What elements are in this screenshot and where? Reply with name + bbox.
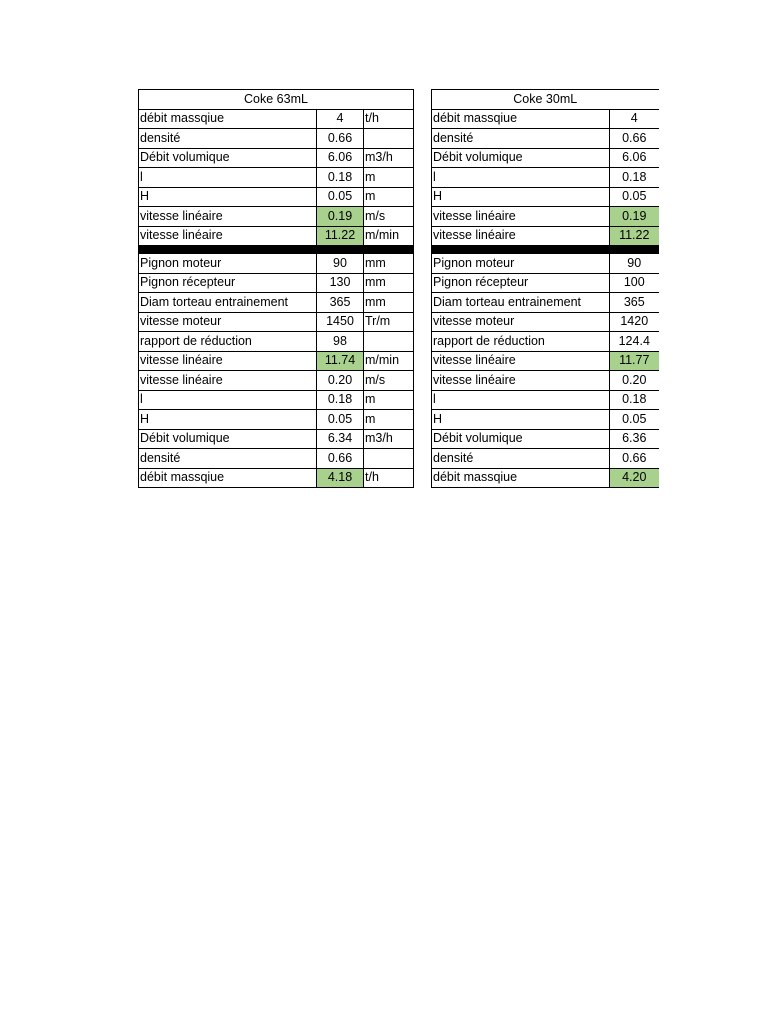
cell-label[interactable]: Pignon moteur <box>139 254 317 274</box>
cell-label[interactable]: Débit volumique <box>139 148 317 168</box>
cell-label[interactable]: Débit volumique <box>139 429 317 449</box>
cell-label[interactable]: densité <box>432 129 610 149</box>
cell-value[interactable]: 100 <box>610 273 659 293</box>
cell-unit[interactable]: mm <box>364 293 414 313</box>
cell-value[interactable]: 4.20 <box>610 468 659 488</box>
cell-value[interactable]: 0.19 <box>610 207 659 227</box>
table-row <box>432 332 659 352</box>
cell-value[interactable]: 90 <box>317 254 364 274</box>
cell-unit[interactable]: m/s <box>364 371 414 391</box>
cell-label[interactable]: Débit volumique <box>432 148 610 168</box>
table-row <box>139 187 414 207</box>
cell-value[interactable]: 11.22 <box>610 226 659 246</box>
table-title-row <box>139 90 414 110</box>
cell-value[interactable]: 124.4 <box>610 332 659 352</box>
cell-unit[interactable]: m3/h <box>364 148 414 168</box>
cell-unit[interactable] <box>364 129 414 149</box>
cell-value[interactable]: 0.20 <box>610 371 659 391</box>
table-row <box>139 351 414 371</box>
cell-value[interactable]: 0.18 <box>610 390 659 410</box>
cell-label[interactable]: H <box>139 410 317 430</box>
cell-value[interactable]: 0.66 <box>317 129 364 149</box>
table-row <box>139 468 414 488</box>
table-row <box>139 429 414 449</box>
cell-label[interactable]: densité <box>139 129 317 149</box>
section-separator <box>432 246 659 254</box>
cell-label[interactable]: H <box>432 187 610 207</box>
cell-value[interactable]: 0.20 <box>317 371 364 391</box>
cell-label[interactable]: Diam torteau entrainement <box>139 293 317 313</box>
cell-value[interactable]: 0.66 <box>610 129 659 149</box>
cell-label[interactable]: densité <box>139 449 317 469</box>
cell-value[interactable]: 4.18 <box>317 468 364 488</box>
cell-unit[interactable]: mm <box>364 273 414 293</box>
table-row <box>139 109 414 129</box>
cell-label[interactable]: vitesse moteur <box>432 312 610 332</box>
cell-unit[interactable]: m3/h <box>364 429 414 449</box>
separator-bar <box>432 246 659 254</box>
cell-label[interactable]: débit massqiue <box>139 109 317 129</box>
cell-label[interactable]: vitesse linéaire <box>139 226 317 246</box>
table-row <box>432 187 659 207</box>
cell-unit[interactable]: Tr/m <box>364 312 414 332</box>
cell-unit[interactable]: m <box>364 168 414 188</box>
cell-unit[interactable]: m/s <box>364 207 414 227</box>
table-row <box>139 254 414 274</box>
cell-value[interactable]: 6.34 <box>317 429 364 449</box>
cell-value[interactable]: 4 <box>317 109 364 129</box>
table-row <box>139 207 414 227</box>
coke-63ml-table <box>138 89 414 488</box>
cell-unit[interactable]: m <box>364 187 414 207</box>
table-row <box>432 109 659 129</box>
cell-label[interactable]: Pignon récepteur <box>432 273 610 293</box>
coke-30ml-table <box>431 89 659 488</box>
cell-label[interactable]: Pignon récepteur <box>139 273 317 293</box>
cell-value[interactable]: 0.05 <box>610 187 659 207</box>
cell-label[interactable]: vitesse linéaire <box>139 351 317 371</box>
cell-label[interactable]: rapport de réduction <box>139 332 317 352</box>
cell-value[interactable]: 98 <box>317 332 364 352</box>
cell-value[interactable]: 0.66 <box>610 449 659 469</box>
cell-label[interactable]: vitesse linéaire <box>432 226 610 246</box>
cell-label[interactable]: débit massqiue <box>139 468 317 488</box>
cell-label[interactable]: l <box>432 390 610 410</box>
cell-label[interactable]: débit massqiue <box>432 468 610 488</box>
table-row <box>139 129 414 149</box>
table-row <box>432 371 659 391</box>
table-row <box>139 410 414 430</box>
cell-value[interactable]: 0.05 <box>317 410 364 430</box>
table-row <box>139 293 414 313</box>
cell-value[interactable]: 0.18 <box>317 168 364 188</box>
table-row <box>432 410 659 430</box>
table-row <box>139 148 414 168</box>
cell-value[interactable]: 365 <box>610 293 659 313</box>
separator-bar <box>139 246 414 254</box>
cell-unit[interactable]: t/h <box>364 109 414 129</box>
table-row <box>139 226 414 246</box>
cell-label[interactable]: vitesse linéaire <box>432 371 610 391</box>
cell-label[interactable]: densité <box>432 449 610 469</box>
table-row <box>432 226 659 246</box>
cell-unit[interactable]: m <box>364 410 414 430</box>
cell-value[interactable]: 130 <box>317 273 364 293</box>
table-row <box>432 293 659 313</box>
cell-value[interactable]: 0.05 <box>610 410 659 430</box>
cell-value[interactable]: 11.74 <box>317 351 364 371</box>
cell-unit[interactable]: t/h <box>364 468 414 488</box>
cell-label[interactable]: H <box>432 410 610 430</box>
table-row <box>432 351 659 371</box>
cell-unit[interactable]: m/min <box>364 351 414 371</box>
cell-unit[interactable] <box>364 332 414 352</box>
cell-label[interactable]: vitesse linéaire <box>139 207 317 227</box>
cell-label[interactable]: Pignon moteur <box>432 254 610 274</box>
cell-value[interactable]: 0.66 <box>317 449 364 469</box>
cell-label[interactable]: débit massqiue <box>432 109 610 129</box>
table-row <box>432 129 659 149</box>
cell-label[interactable]: rapport de réduction <box>432 332 610 352</box>
table-row <box>139 168 414 188</box>
cell-value[interactable]: 1420 <box>610 312 659 332</box>
cell-label[interactable]: H <box>139 187 317 207</box>
cell-label[interactable]: Débit volumique <box>432 429 610 449</box>
cell-value[interactable]: 365 <box>317 293 364 313</box>
table-row <box>139 312 414 332</box>
cell-value[interactable]: 0.19 <box>317 207 364 227</box>
table-title-row <box>432 90 659 110</box>
table-row <box>432 449 659 469</box>
table-row <box>432 207 659 227</box>
table-row <box>432 273 659 293</box>
cell-label[interactable]: l <box>432 168 610 188</box>
table-row <box>139 390 414 410</box>
table-row <box>139 371 414 391</box>
cell-value[interactable]: 0.18 <box>610 168 659 188</box>
cell-value[interactable]: 0.18 <box>317 390 364 410</box>
cell-value[interactable]: 90 <box>610 254 659 274</box>
cell-value[interactable]: 11.77 <box>610 351 659 371</box>
table-row <box>432 468 659 488</box>
cell-value[interactable]: 11.22 <box>317 226 364 246</box>
cell-label[interactable]: vitesse linéaire <box>139 371 317 391</box>
cell-unit[interactable] <box>364 449 414 469</box>
cell-value[interactable]: 6.36 <box>610 429 659 449</box>
table-row <box>139 449 414 469</box>
section-separator <box>139 246 414 254</box>
table-row <box>432 390 659 410</box>
cell-value[interactable]: 4 <box>610 109 659 129</box>
cell-value[interactable]: 0.05 <box>317 187 364 207</box>
table-row <box>432 148 659 168</box>
table-row <box>432 254 659 274</box>
table-row <box>139 273 414 293</box>
table-title[interactable]: Coke 30mL <box>432 90 659 110</box>
table-row <box>432 312 659 332</box>
cell-value[interactable]: 1450 <box>317 312 364 332</box>
cell-value[interactable]: 6.06 <box>317 148 364 168</box>
cell-label[interactable]: l <box>139 168 317 188</box>
cell-unit[interactable]: mm <box>364 254 414 274</box>
cell-label[interactable]: vitesse linéaire <box>432 351 610 371</box>
cell-unit[interactable]: m/min <box>364 226 414 246</box>
cell-label[interactable]: vitesse linéaire <box>432 207 610 227</box>
cell-value[interactable]: 6.06 <box>610 148 659 168</box>
cell-unit[interactable]: m <box>364 390 414 410</box>
table-row <box>139 332 414 352</box>
table-row <box>432 168 659 188</box>
table-row <box>432 429 659 449</box>
cell-label[interactable]: Diam torteau entrainement <box>432 293 610 313</box>
cell-label[interactable]: l <box>139 390 317 410</box>
table-title[interactable]: Coke 63mL <box>139 90 414 110</box>
cell-label[interactable]: vitesse moteur <box>139 312 317 332</box>
